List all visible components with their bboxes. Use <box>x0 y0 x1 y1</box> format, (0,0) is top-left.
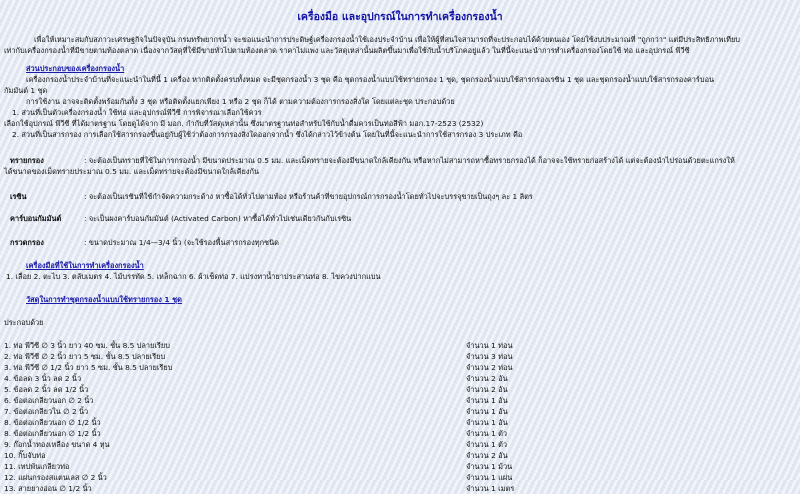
material-quantity: จำนวน 1 ม้วน <box>466 462 513 471</box>
tools-section <box>0 260 800 282</box>
list-item <box>4 483 794 494</box>
material-quantity: จำนวน 1 ท่อน <box>466 341 513 350</box>
sandset-heading: วัสดุในการทำชุดกรองน้ำแบบใช้ทรายกรอง 1 ชุด <box>26 295 182 304</box>
material-name: 5. ข้อลด 2 นิ้ว ลด 1/2 นิ้ว <box>4 385 89 394</box>
list-item <box>4 395 794 406</box>
list-item <box>4 439 794 450</box>
material-name: 1. ท่อ พีวีซี ∅ 3 นิ้ว ยาว 40 ซม. ชั้น 8.5 ปลายเรียบ <box>4 341 170 350</box>
intro-line: เพื่อให้เหมาะสมกับสภาวะเศรษฐกิจในปัจจุบัน กรมทรัพยากรน้ำ จะขอแนะนำการประดิษฐ์เครื่องกรองน้ำใช้เองประจำบ้าน เพื่อให้ผู้ที่สนใจสามารถที่จะประกอบได้ด้วยตนเอง โดยใช้งบประมาณที่ "ถูกกว่า" แต่มีประสิทธิภาพเทียบ <box>34 35 740 44</box>
material-quantity: จำนวน 1 เมตร <box>466 484 515 493</box>
intro-line: เท่ากับเครื่องกรองน้ำที่มีขายตามท้องตลาด เนื่องจากวัสดุที่ใช้มีขายทั่วไปตามท้องตลาด ราคาไม่แพง และวัสดุเหล่านั้นผลิตขึ้นมาเพื่อใช้กับน้ำบริโภคอยู่แล้ว ในที่นี้จะแนะนำการทำเครื่องกรองโดยใช้ ท่อ และอุปกรณ์ พีวีซี <box>4 46 690 55</box>
sandset-section <box>0 294 800 328</box>
components-line: กัมมันต์ 1 ชุด <box>4 86 48 95</box>
carbon-term: คาร์บอนกัมมันต์ <box>10 214 62 223</box>
components-line: 1. ส่วนที่เป็นตัวเครื่องกรองน้ำ ใช้ท่อ และอุปกรณ์พีวีซี การพิจารณาเลือกใช้ควร <box>12 108 262 117</box>
intro-paragraph <box>4 34 794 56</box>
material-quantity: จำนวน 2 ท่อน <box>466 363 513 372</box>
components-line: การใช้งาน อาจจะติดตั้งพร้อมกันทั้ง 3 ชุด หรือติดตั้งแยกเพียง 1 หรือ 2 ชุด ก็ได้ ตามความต้องการกรองสิ่งใด โดยแต่ละชุด ประกอบด้วย <box>26 97 455 106</box>
materials-list <box>4 340 794 494</box>
sand-desc: : จะต้องเป็นทรายที่ใช้ในการกรองน้ำ มีขนาดประมาณ 0.5 มม. และเม็ดทรายจะต้องมีขนาดใกล้เคียงกัน หรือหากไม่สามารถหาซื้อทรายกรองได้ ก็อาจจะใช้ทรายก่อสร้างได้ แต่จะต้องนำไปร่อนด้วยตะแกรงให้ <box>84 156 735 165</box>
resin-definition <box>4 191 794 202</box>
material-name: 9. ก๊อกน้ำทองเหลือง ขนาด 4 หุน <box>4 440 110 449</box>
material-quantity: จำนวน 1 อัน <box>466 418 508 427</box>
gravel-desc: : ขนาดประมาณ 1/4—3/4 นิ้ว (จะใช้รองพื้นสารกรองทุกชนิด <box>84 238 279 247</box>
components-line: เครื่องกรองน้ำประจำบ้านที่จะแนะนำในที่นี้ 1 เครื่อง หากติดตั้งครบทั้งหมด จะมีชุดกรองน้ำ 3 ชุด คือ ชุดกรองน้ำแบบใช้ทรายกรอง 1 ชุด, ชุดกรองน้ำแบบใช้สารกรองเรซิน 1 ชุด และชุดกรองน้ำแบบใช้สารกรองคาร์บอน <box>26 75 715 84</box>
material-name: 4. ข้อลด 3 นิ้ว ลด 2 นิ้ว <box>4 374 82 383</box>
sandset-subheading: ประกอบด้วย <box>4 318 44 327</box>
material-name: 8. ข้อต่อเกลียวนอก ∅ 1/2 นิ้ว <box>4 429 101 438</box>
resin-term: เรซิน <box>10 192 27 201</box>
material-quantity: จำนวน 2 อัน <box>466 374 508 383</box>
material-quantity: จำนวน 3 ท่อน <box>466 352 513 361</box>
list-item <box>4 417 794 428</box>
material-quantity: จำนวน 1 ตัว <box>466 429 508 438</box>
sand-desc-cont: ได้ขนาดของเม็ดทรายประมาณ 0.5 มม. และเม็ดทรายจะต้องมีขนาดใกล้เคียงกัน <box>4 167 259 176</box>
carbon-definition <box>4 213 794 224</box>
gravel-term: กรวดกรอง <box>10 238 44 247</box>
components-line: 2. ส่วนที่เป็นสารกรอง การเลือกใช้สารกรองขึ้นอยู่กับผู้ใช้ว่าต้องการกรองสิ่งใดออกจากน้ำ ซึ่งได้กล่าวไว้ข้างต้น โดยในที่นี้จะแนะนำการใช้สารกรอง 3 ประเภท คือ <box>12 130 523 139</box>
list-item <box>4 406 794 417</box>
list-item <box>4 384 794 395</box>
list-item <box>4 362 794 373</box>
sand-definition <box>4 155 794 177</box>
material-quantity: จำนวน 1 อัน <box>466 396 508 405</box>
sand-term: ทรายกรอง <box>10 156 44 165</box>
list-item <box>4 472 794 483</box>
material-name: 10. กิ๊บจับท่อ <box>4 451 46 460</box>
resin-desc: : จะต้องเป็นเรซินที่ใช้กำจัดความกระด้าง หาซื้อได้ทั่วไปตามท้อง หรือร้านค้าที่ขายอุปกรณ์การกรองน้ำโดยทั่วไปจะบรรจุขายเป็นถุงๆ ละ 1 ลิตร <box>84 192 533 201</box>
material-quantity: จำนวน 1 แผ่น <box>466 473 513 482</box>
list-item <box>4 351 794 362</box>
carbon-desc: : จะเป็นผงคาร์บอนกัมมันต์ (Activated Carbon) หาซื้อได้ทั่วไปเช่นเดียวกันกับเรซิน <box>84 214 352 223</box>
list-item <box>4 450 794 461</box>
page-title: เครื่องมือ และอุปกรณ์ในการทำเครื่องกรองน้ำ <box>297 11 503 23</box>
material-name: 2. ท่อ พีวีซี ∅ 2 นิ้ว ยาว 5 ซม. ชั้น 8.5 ปลายเรียบ <box>4 352 166 361</box>
list-item <box>4 373 794 384</box>
gravel-definition <box>4 237 794 248</box>
material-name: 7. ข้อต่อเกลียวใน ∅ 2 นิ้ว <box>4 407 89 416</box>
material-name: 13. สายยางอ่อน ∅ 1/2 นิ้ว <box>4 484 92 493</box>
tools-heading: เครื่องมือที่ใช้ในการทำเครื่องกรองน้ำ <box>26 261 144 270</box>
list-item <box>4 428 794 439</box>
list-item <box>4 461 794 472</box>
tools-list: 1. เลื่อย 2. ตะไบ 3. ตลับเมตร 4. ไม้บรรทัด 5. เหล็กฉาก 6. ผ้าเช็ดท่อ 7. แปรงทาน้ำยาประสานท่อ 8. ไขควงปากแบน <box>6 272 381 281</box>
material-quantity: จำนวน 1 ตัว <box>466 440 508 449</box>
material-quantity: จำนวน 2 อัน <box>466 451 508 460</box>
material-name: 8. ข้อต่อเกลียวนอก ∅ 1/2 นิ้ว <box>4 418 101 427</box>
material-name: 6. ข้อต่อเกลียวนอก ∅ 2 นิ้ว <box>4 396 94 405</box>
material-quantity: จำนวน 2 อัน <box>466 385 508 394</box>
material-name: 11. เทปพันเกลียวท่อ <box>4 462 70 471</box>
list-item <box>4 340 794 351</box>
material-name: 12. แผ่นกรองสแตนเลส ∅ 2 นิ้ว <box>4 473 107 482</box>
components-line: เลือกใช้อุปกรณ์ พีวีซี ที่ได้มาตรฐาน โดยดูได้จาก มี มอก. กำกับที่วัสดุเหล่านั้น ซึ่งมาตรฐานท่อสำหรับใช้กับน้ำดื่มควรเป็นท่อสีฟ้า มอก.17-2523 (2532) <box>4 119 484 128</box>
components-section <box>0 63 800 140</box>
material-name: 3. ท่อ พีวีซี ∅ 1/2 นิ้ว ยาว 5 ซม. ชั้น 8.5 ปลายเรียบ <box>4 363 173 372</box>
components-heading: ส่วนประกอบของเครื่องกรองน้ำ <box>26 64 125 73</box>
material-quantity: จำนวน 1 อัน <box>466 407 508 416</box>
